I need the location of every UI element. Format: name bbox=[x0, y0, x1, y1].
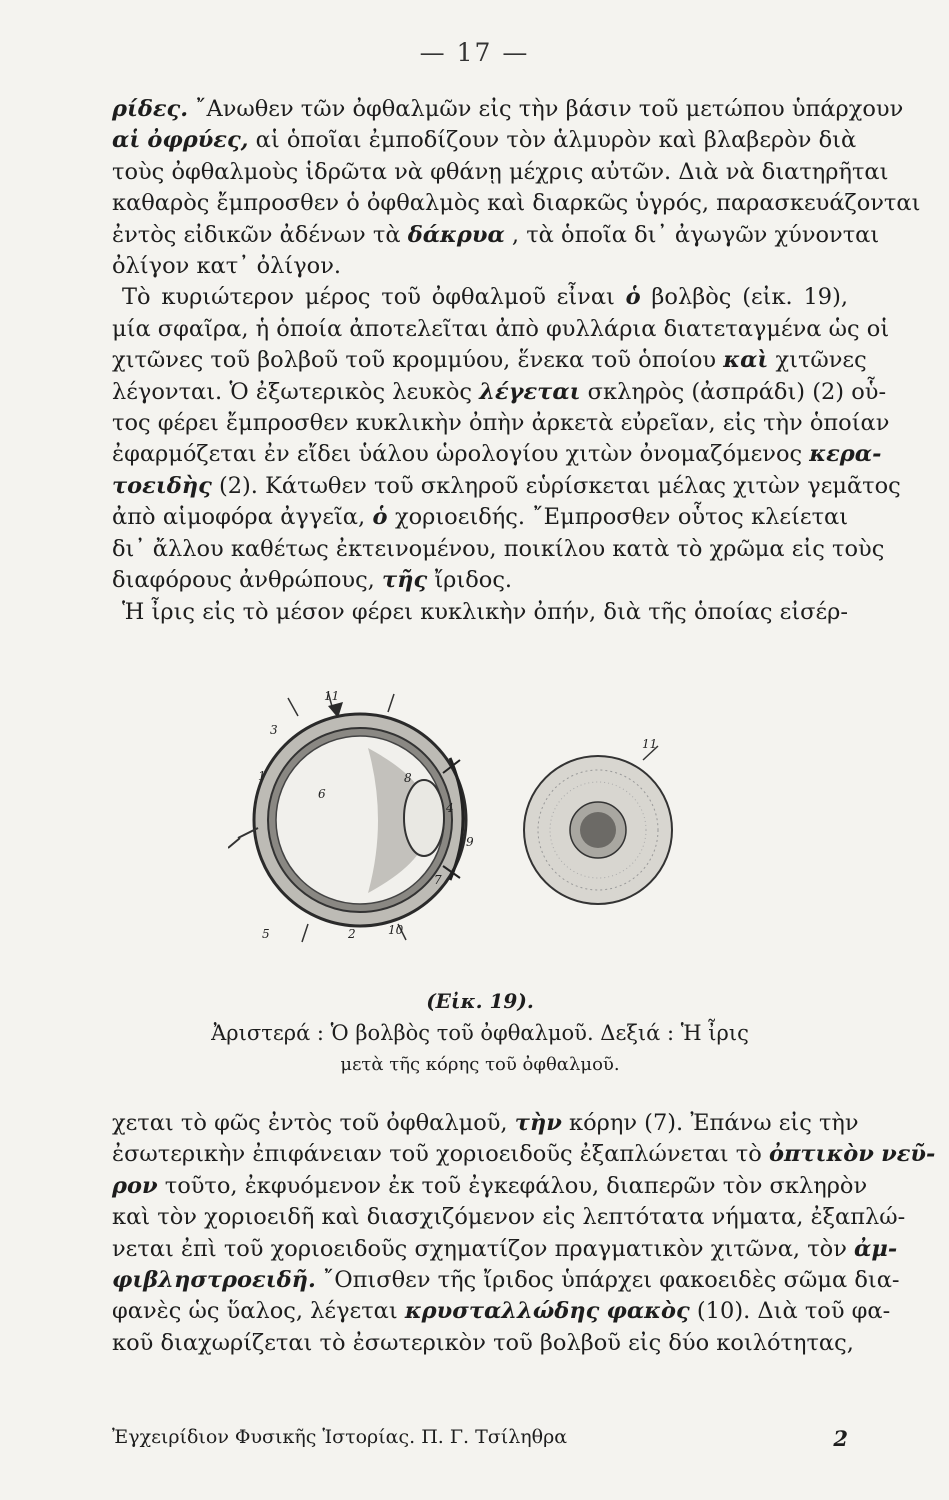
fig-label: 5 bbox=[262, 927, 270, 941]
figure-eye-illustration bbox=[228, 688, 688, 948]
footer-signature-mark: 2 bbox=[833, 1426, 848, 1451]
text-line: κοῦ διαχωρίζεται τὸ ἐσωτερικὸν τοῦ βολβοῦ εἰς δύο κοιλότητας, bbox=[112, 1329, 854, 1356]
fig-label: 2 bbox=[348, 927, 356, 941]
page-footer bbox=[112, 1426, 848, 1451]
text-line: ὀλίγον κατ᾿ ὀλίγον. bbox=[112, 253, 342, 280]
figure-caption-line1: Ἀριστερά : Ὁ βολβὸς τοῦ ὀφθαλμοῦ. Δεξιά : Ἡ ἶρις bbox=[211, 1021, 749, 1045]
text-line: φιβληστροειδῆ. ῎Οπισθεν τῆς ἴριδος ὑπάρχει φακοειδὲς σῶμα δια- bbox=[112, 1267, 900, 1294]
page-number: — 17 — bbox=[419, 38, 530, 67]
body-text-lower bbox=[112, 1108, 936, 1359]
fig-label: 7 bbox=[434, 873, 442, 887]
text-line: καθαρὸς ἔμπροσθεν ὁ ὀφθαλμὸς καὶ διαρκῶς ὑγρός, παρασκευάζονται bbox=[112, 190, 921, 217]
text-line: ρίδες. ῎Ανωθεν τῶν ὀφθαλμῶν εἰς τὴν βάσιν τοῦ μετώπου ὑπάρχουν bbox=[112, 96, 904, 122]
fig-label: 11 bbox=[324, 689, 340, 703]
iris-illustration bbox=[524, 746, 672, 904]
text-line: ρον τοῦτο, ἐκφυόμενον ἐκ τοῦ ἐγκεφάλου, διαπερῶν τὸν σκληρὸν bbox=[112, 1172, 868, 1199]
fig-label: 9 bbox=[466, 835, 474, 849]
text-line: Ἡ ἶρις εἰς τὸ μέσον φέρει κυκλικὴν ὀπήν, διὰ τῆς ὁποίας εἰσέρ- bbox=[122, 598, 848, 625]
text-line: καὶ τὸν χοριοειδῆ καὶ διασχιζόμενον εἰς λεπτότατα νήματα, ἐξαπλώ- bbox=[112, 1204, 906, 1231]
fig-label: 3 bbox=[270, 723, 278, 737]
eyeball-cross-section bbox=[228, 692, 466, 942]
fig-label: 4 bbox=[446, 801, 454, 815]
text-line: ἀπὸ αἱμοφόρα ἀγγεῖα, ὁ χοριοειδής. ῎Εμπροσθεν οὗτος κλείεται bbox=[112, 504, 849, 531]
text-line: ἐφαρμόζεται ἐν εἴδει ὑάλου ὡρολογίου χιτὼν ὀνομαζόμενος κερα- bbox=[112, 441, 882, 468]
text-line: δι᾿ ἄλλου καθέτως ἐκτεινομένου, ποικίλου κατὰ τὸ χρῶμα εἰς τοὺς bbox=[112, 535, 885, 562]
text-line: λέγονται. Ὁ ἐξωτερικὸς λευκὸς λέγεται σκληρὸς (ἀσπράδι) (2) οὗ- bbox=[112, 378, 887, 405]
text-line: Τὸ κυριώτερον μέρος τοῦ ὀφθαλμοῦ εἶναι ὁ βολβὸς (εἰκ. 19), bbox=[122, 284, 849, 311]
text-line: χεται τὸ φῶς ἐντὸς τοῦ ὀφθαλμοῦ, τὴν κόρην (7). Ἐπάνω εἰς τὴν bbox=[112, 1110, 859, 1136]
text-line: αἱ ὀφρύες, αἱ ὁποῖαι ἐμποδίζουν τὸν ἁλμυρὸν καὶ βλαβερὸν διὰ bbox=[112, 127, 857, 154]
fig-label-right: 11 bbox=[642, 737, 658, 751]
body-text-upper bbox=[112, 94, 921, 628]
figure-caption-title: (Εἰκ. 19). bbox=[426, 989, 534, 1013]
text-line: τος φέρει ἔμπροσθεν κυκλικὴν ὀπὴν ἀρκετὰ εὐρεῖαν, εἰς τὴν ὁποίαν bbox=[112, 410, 890, 437]
figure-caption-line2: μετὰ τῆς κόρης τοῦ ὀφθαλμοῦ. bbox=[340, 1054, 620, 1075]
text-line: ἐντὸς εἰδικῶν ἀδένων τὰ δάκρυα , τὰ ὁποῖα δι᾿ ἀγωγῶν χύνονται bbox=[112, 221, 880, 248]
text-line: τοειδὴς (2). Κάτωθεν τοῦ σκληροῦ εὑρίσκεται μέλας χιτὼν γεμᾶτος bbox=[112, 472, 901, 499]
text-line: ἐσωτερικὴν ἐπιφάνειαν τοῦ χοριοειδοῦς ἐξαπλώνεται τὸ ὀπτικὸν νεῦ- bbox=[112, 1141, 936, 1168]
text-line: μία σφαῖρα, ἡ ὁποία ἀποτελεῖται ἀπὸ φυλλάρια διατεταγμένα ὡς οἱ bbox=[112, 315, 890, 342]
fig-label: 8 bbox=[404, 771, 412, 785]
eye-diagram-svg bbox=[228, 688, 688, 948]
footer-book-title: Ἐγχειρίδιον Φυσικῆς Ἱστορίας. Π. Γ. Τσίληθρα bbox=[112, 1426, 568, 1448]
text-line: χιτῶνες τοῦ βολβοῦ τοῦ κρομμύου, ἕνεκα τοῦ ὁποίου καὶ χιτῶνες bbox=[112, 347, 867, 374]
fig-label: 1 bbox=[258, 769, 266, 783]
text-line: τοὺς ὀφθαλμοὺς ἱδρῶτα νὰ φθάνῃ μέχρις αὐτῶν. Διὰ νὰ διατηρῆται bbox=[112, 158, 889, 185]
fig-label: 6 bbox=[318, 787, 326, 801]
fig-label: 10 bbox=[388, 923, 404, 937]
text-line: νεται ἐπὶ τοῦ χοριοειδοῦς σχηματίζον πραγματικὸν χιτῶνα, τὸν ἀμ- bbox=[112, 1235, 898, 1262]
text-line: διαφόρους ἀνθρώπους, τῆς ἴριδος. bbox=[112, 567, 513, 594]
text-line: φανὲς ὡς ὕαλος, λέγεται κρυσταλλώδης φακὸς (10). Διὰ τοῦ φα- bbox=[112, 1298, 891, 1325]
